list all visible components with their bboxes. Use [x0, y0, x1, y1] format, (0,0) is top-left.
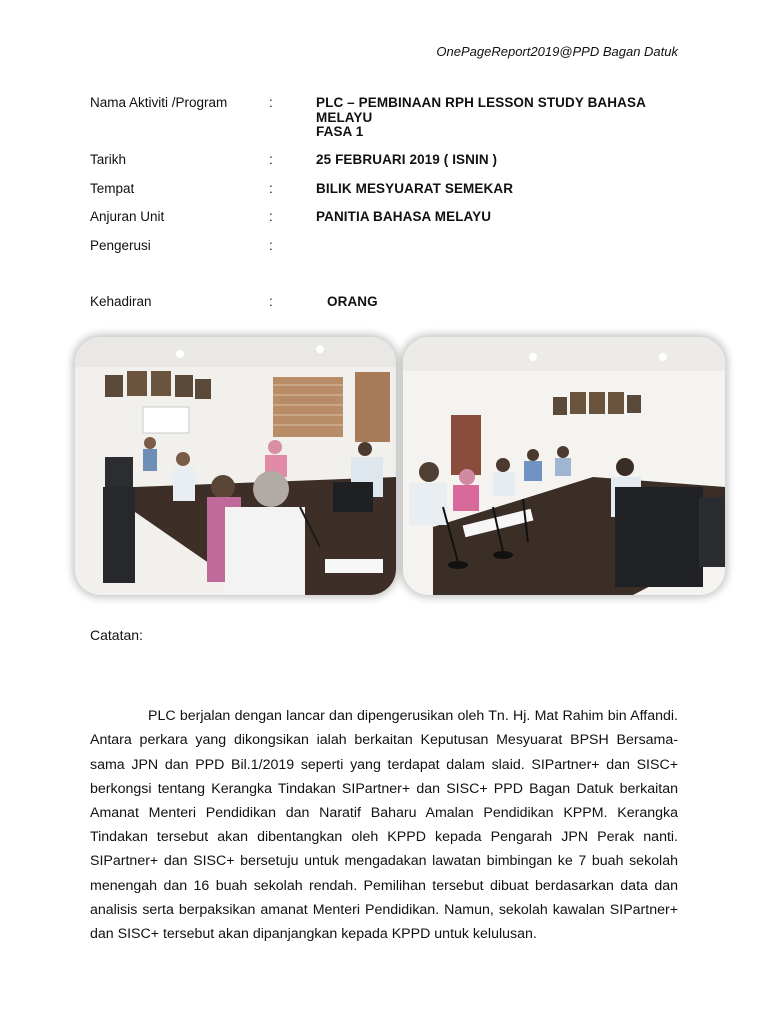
colon: : [269, 237, 273, 253]
attendance-row [90, 291, 690, 320]
colon: : [269, 95, 273, 110]
notes-paragraph: PLC berjalan dengan lancar dan dipengerusikan oleh Tn. Hj. Mat Rahim bin Affandi. Antara perkara yang dikongsikan ialah berkaitan Keputusan Mesyuarat BPSH Bersama-sama JPN dan PPD Bil.1/2019 seperti yang terdapat dalam slaid. SIPartner+ dan SISC+ berkongsi tentang Kerangka Tindakan SIPartner+ dan SISC+ PPD Bagan Datuk berkaitan Amanat Menteri Pendidikan dan Naratif Baharu Amalan Pendidikan KPPM. Kerangka Tindakan tersebut akan dibentangkan oleh KPPD kepada Pengarah JPN Perak nanti. SIPartner+ dan SISC+ bersetuju untuk mengadakan lawatan bimbingan ke 7 buah sekolah menengah dan 16 buah sekolah rendah. Pemilihan tersebut dibuat berdasarkan data dan analisis serta berpaksikan amanat Menteri Pendidikan. Namun, sekolah kawalan SIPartner+ dan SISC+ tersebut akan dipanjangkan kepada KPPD untuk kelulusan. [90, 708, 678, 943]
meeting-photo-left-image [75, 337, 396, 595]
report-header: OnePageReport2019@PPD Bagan Datuk [436, 44, 678, 59]
chair-row [90, 235, 690, 264]
venue-value: BILIK MESYUARAT SEMEKAR [316, 180, 514, 196]
colon: : [269, 209, 273, 224]
program-row-cont [90, 121, 690, 150]
date-value: 25 FEBRUARI 2019 ( ISNIN ) [316, 152, 498, 167]
date-row [90, 149, 690, 178]
notes-title: Catatan: [90, 627, 143, 643]
attendance-value: ORANG [327, 294, 378, 309]
colon: : [269, 152, 273, 167]
program-row [90, 92, 690, 125]
organizer-label: Anjuran Unit [90, 209, 165, 224]
venue-label: Tempat [90, 180, 135, 196]
colon: : [269, 294, 273, 309]
colon: : [269, 180, 273, 196]
venue-row [90, 178, 690, 207]
meeting-photo-right [403, 337, 725, 595]
program-value-cont: FASA 1 [316, 123, 364, 139]
meeting-photo-right-image [403, 337, 725, 595]
attendance-label: Kehadiran [90, 294, 152, 309]
program-label: Nama Aktiviti /Program [90, 95, 228, 110]
meeting-photo-left [75, 337, 396, 595]
date-label: Tarikh [90, 152, 127, 167]
organizer-row [90, 206, 690, 235]
organizer-value: PANITIA BAHASA MELAYU [316, 209, 492, 224]
activity-info [90, 92, 690, 320]
program-value: PLC – PEMBINAAN RPH LESSON STUDY BAHASA MELAYU [316, 95, 646, 125]
chair-label: Pengerusi [90, 237, 151, 253]
